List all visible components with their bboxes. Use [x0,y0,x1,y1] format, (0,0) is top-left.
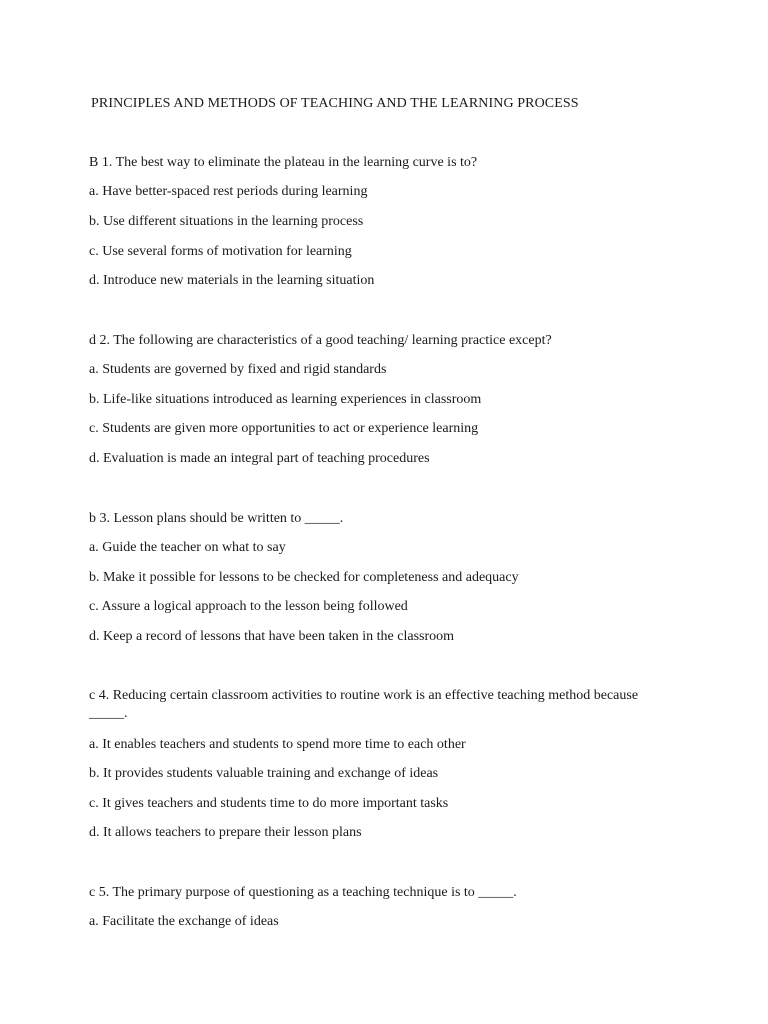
question-3-option-b: b. Make it possible for lessons to be checked for completeness and adequacy [89,570,519,585]
document-title: PRINCIPLES AND METHODS OF TEACHING AND THE LEARNING PROCESS [91,96,579,111]
question-3-option-d: d. Keep a record of lessons that have been taken in the classroom [89,629,455,644]
question-4-option-c: c. It gives teachers and students time to do more important tasks [89,796,449,811]
question-1-option-b: b. Use different situations in the learning process [89,214,364,229]
question-1-stem: B 1. The best way to eliminate the plateau in the learning curve is to? [89,155,478,170]
question-5-option-a: a. Facilitate the exchange of ideas [89,914,279,929]
question-3-option-c: c. Assure a logical approach to the lesson being followed [89,599,408,614]
question-2-option-d: d. Evaluation is made an integral part of teaching procedures [89,451,430,466]
question-3-option-a: a. Guide the teacher on what to say [89,540,286,555]
question-5-stem: c 5. The primary purpose of questioning as a teaching technique is to _____. [89,885,517,900]
question-2-option-b: b. Life-like situations introduced as learning experiences in classroom [89,392,482,407]
question-4-option-d: d. It allows teachers to prepare their lesson plans [89,825,362,840]
question-3-stem: b 3. Lesson plans should be written to _____. [89,511,344,526]
question-2-option-c: c. Students are given more opportunities to act or experience learning [89,421,479,436]
question-4-option-a: a. It enables teachers and students to spend more time to each other [89,737,466,752]
question-2-stem: d 2. The following are characteristics of a good teaching/ learning practice except? [89,333,552,348]
question-4-stem: c 4. Reducing certain classroom activities to routine work is an effective teaching method because _____. [89,688,639,721]
question-1-option-a: a. Have better-spaced rest periods during learning [89,184,368,199]
question-1-option-d: d. Introduce new materials in the learning situation [89,273,375,288]
question-2-option-a: a. Students are governed by fixed and rigid standards [89,362,387,377]
question-4-option-b: b. It provides students valuable training and exchange of ideas [89,766,439,781]
question-1-option-c: c. Use several forms of motivation for learning [89,244,352,259]
